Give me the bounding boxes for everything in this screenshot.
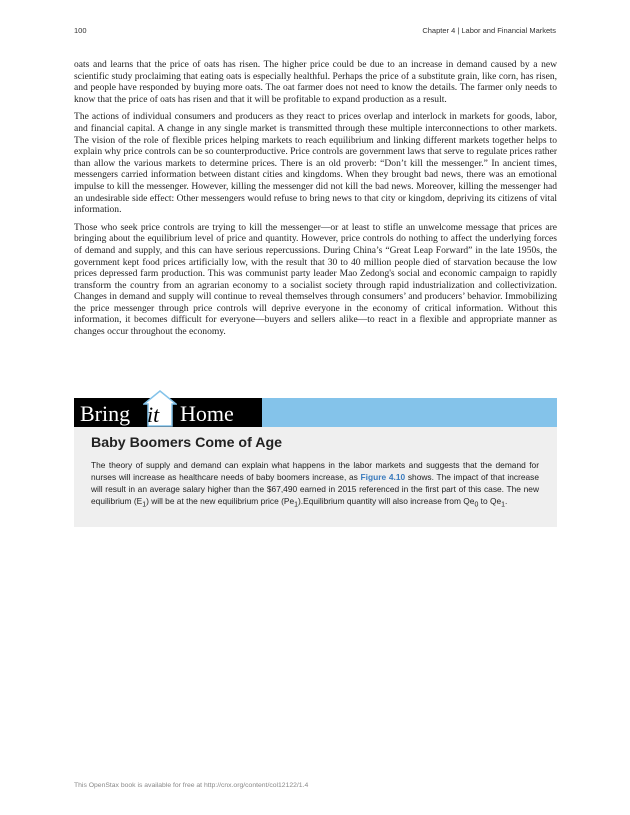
figure-link[interactable]: Figure 4.10 (360, 472, 406, 483)
logo-word-home: Home (180, 401, 234, 426)
footer-note: This OpenStax book is available for free at http://cnx.org/content/col12122/1.4 (74, 782, 309, 789)
subscript: 1 (294, 501, 299, 509)
feature-text-part: The theory of supply and demand can explain what happens in the labor markets and suggests that the demand for nurses will increase as healthcare needs of baby boomers increase, as (91, 460, 539, 483)
logo-word-it: it (147, 402, 160, 427)
feature-text-part: to Qe (478, 496, 502, 507)
chapter-header: Chapter 4 | Labor and Financial Markets (422, 26, 556, 35)
paragraph: Those who seek price controls are trying to kill the messenger—or at least to stifle an unwelcome message that prices are bringing about the equilibrium level of price and quantity. However, price controls do nothing to affect the underlying forces of demand and supply, and this can have serious repercussions. During China’s “Great Leap Forward” in the late 1950s, the government kept food prices artificially low, with the result that 30 to 40 million people died of starvation because the low prices depressed farm production. This was communist party leader Mao Zedong's social and economic campaign to rapidly transform the country from an agrarian economy to a socialist society through rapid industrialization and collectivization. Changes in demand and supply will continue to reveal themselves through consumers’ and producers’ behavior. Immobilizing the price messenger through price controls will deprive everyone in the economy of critical information. Without this information, it becomes difficult for everyone—buyers and sellers alike—to react in a flexible and appropriate manner as changes occur throughout the economy. (74, 221, 557, 338)
feature-text-part: shows. The impact of that increase will result in an average salary higher than the $67,490 earned in 2015 referenced in the first part of this case. The new equilibrium (E (91, 472, 539, 507)
bring-it-home-banner (74, 398, 557, 427)
subscript: 1 (142, 501, 147, 509)
page-number: 100 (74, 26, 87, 35)
paragraph: oats and learns that the price of oats has risen. The higher price could be due to an increase in demand caused by a new scientific study proclaiming that eating oats is especially healthful. Perhaps the price of a substitute grain, like corn, has risen, and people have responded by buying more oats. The oat farmer does not need to know the details. The farmer only needs to know that the price of oats has risen and that it will be profitable to expand production as a result. (74, 59, 557, 105)
main-text (74, 59, 557, 344)
feature-text (91, 459, 539, 512)
feature-text-part: . (505, 496, 508, 507)
logo-word-bring: Bring (80, 401, 131, 426)
subscript: 0 (474, 501, 479, 509)
bring-it-home-box (74, 427, 557, 527)
feature-text-part: ).Equilibrium quantity will also increase from Qe (298, 496, 475, 507)
feature-title: Baby Boomers Come of Age (91, 435, 283, 451)
feature-text-part: ) will be at the new equilibrium price (Pe (146, 496, 295, 507)
bring-it-home-logo (74, 398, 262, 427)
paragraph: The actions of individual consumers and producers as they react to prices overlap and interlock in markets for goods, labor, and financial capital. A change in any single market is transmitted through these multiple interconnections to other markets. The vision of the role of flexible prices helping markets to reach equilibrium and linking different markets together helps to explain why price controls can be so counterproductive. Price controls are government laws that serve to regulate prices rather than allow the various markets to determine prices. There is an old proverb: “Don’t kill the messenger.” In ancient times, messengers carried information between distant cities and kingdoms. When they brought bad news, there was an emotional impulse to kill the messenger. However, killing the messenger did not kill the bad news. Moreover, killing the messenger had an undesirable side effect: Other messengers would refuse to bring news to that city or kingdom, depriving its citizens of vital information. (74, 111, 557, 216)
subscript: 1 (501, 501, 506, 509)
